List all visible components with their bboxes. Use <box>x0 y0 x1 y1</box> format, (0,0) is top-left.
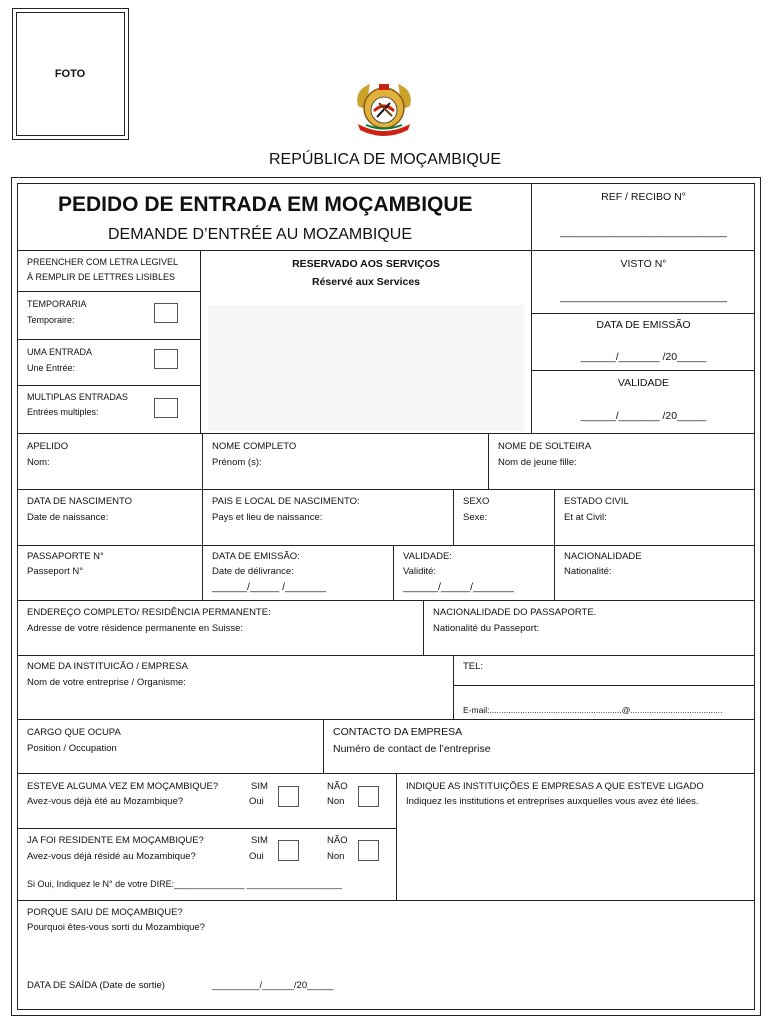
ref-label: REF / RECIBO N° <box>601 191 686 203</box>
divider <box>17 655 755 656</box>
residente-nao-fr: Non <box>327 851 345 862</box>
divider <box>202 433 203 489</box>
contacto-fr[interactable]: Numéro de contact de l’entreprise <box>333 743 491 755</box>
institutions-pt: INDIQUE AS INSTITUIÇÕES E EMPRESAS A QUE ESTEVE LIGADO <box>406 781 704 792</box>
esteve-q-pt: ESTEVE ALGUMA VEZ EM MOÇAMBIQUE? <box>27 781 219 792</box>
data-saida-input[interactable]: _________/______/20_____ <box>212 980 334 991</box>
coat-of-arms-emblem <box>348 78 420 140</box>
country-header: REPÚBLICA DE MOÇAMBIQUE <box>268 151 502 168</box>
divider <box>17 545 755 546</box>
nome-fr[interactable]: Prénom (s): <box>212 457 262 468</box>
entry-multiplas-fr: Entrées multiples: <box>27 407 99 417</box>
instituicao-pt: NOME DA INSTITUICÃO / EMPRESA <box>27 661 188 672</box>
passaporte-pt: PASSAPORTE N° <box>27 551 104 562</box>
entry-multiplas-pt: MULTIPLAS ENTRADAS <box>27 392 128 402</box>
residente-nao-checkbox[interactable] <box>358 840 379 861</box>
divider <box>17 250 755 251</box>
divider <box>453 489 454 545</box>
reserved-area <box>208 305 524 431</box>
residente-sim-pt: SIM <box>251 835 268 846</box>
nac-passaporte-fr[interactable]: Nationalité du Passeport: <box>433 623 540 634</box>
entry-temporaria-fr: Temporaire: <box>27 315 75 325</box>
data-emissao-label: DATA DE EMISSÃO <box>596 319 691 331</box>
divider <box>323 719 324 773</box>
divider <box>423 600 424 655</box>
instructions-pt: PREENCHER COM LETRA LEGIVEL <box>27 257 179 267</box>
form-title: PEDIDO DE ENTRADA EM MOÇAMBIQUE <box>58 193 473 216</box>
nac-passaporte-pt: NACIONALIDADE DO PASSAPORTE. <box>433 607 597 618</box>
estado-civil-pt: ESTADO CIVIL <box>564 496 629 507</box>
entry-uma-pt: UMA ENTRADA <box>27 347 93 357</box>
emissao-pt: DATA DE EMISSÃO: <box>212 551 300 562</box>
visto-input[interactable]: ______________________________ <box>560 292 727 303</box>
emissao-fr: Date de délivrance: <box>212 566 294 577</box>
esteve-sim-fr: Oui <box>249 796 264 807</box>
divider <box>17 828 396 829</box>
ref-input[interactable]: ______________________________ <box>560 227 727 238</box>
multiplas-entradas-checkbox[interactable] <box>154 398 178 418</box>
residente-q-pt: JA FOI RESIDENTE EM MOÇAMBIQUE? <box>27 835 204 846</box>
temporaria-checkbox[interactable] <box>154 303 178 323</box>
divider <box>453 655 454 719</box>
endereco-pt: ENDEREÇO COMPLETO/ RESIDÊNCIA PERMANENTE: <box>27 607 271 618</box>
form-subtitle: DEMANDE D’ENTRÉE AU MOZAMBIQUE <box>108 226 413 243</box>
esteve-sim-checkbox[interactable] <box>278 786 299 807</box>
divider <box>554 489 555 545</box>
visto-label: VISTO N° <box>620 258 667 270</box>
validade-pass-fr: Validité: <box>403 566 437 577</box>
divider <box>531 370 755 371</box>
endereco-fr[interactable]: Adresse de votre résidence permanente en Suisse: <box>27 623 243 634</box>
contacto-pt: CONTACTO DA EMPRESA <box>333 726 463 738</box>
nome-pt: NOME COMPLETO <box>212 441 297 452</box>
validade-label: VALIDADE <box>617 377 670 389</box>
porque-pt: PORQUE SAIU DE MOÇAMBIQUE? <box>27 907 183 918</box>
divider <box>17 489 755 490</box>
photo-label: FOTO <box>54 68 86 80</box>
divider <box>17 719 755 720</box>
divider <box>554 545 555 600</box>
apelido-fr[interactable]: Nom: <box>27 457 50 468</box>
pais-fr[interactable]: Pays et lieu de naissance: <box>212 512 323 523</box>
esteve-q-fr: Avez-vous déjà été au Mozambique? <box>27 796 184 807</box>
instituicao-fr[interactable]: Nom de votre entreprise / Organisme: <box>27 677 186 688</box>
apelido-pt: APELIDO <box>27 441 69 452</box>
solteira-fr[interactable]: Nom de jeune fille: <box>498 457 577 468</box>
divider <box>17 433 755 434</box>
dire-input[interactable]: Si Oui, Indiquez le N° de votre DIRE:______________ ___________________ <box>27 879 342 889</box>
divider <box>531 183 532 433</box>
divider <box>17 385 200 386</box>
institutions-fr[interactable]: Indiquez les institutions et entreprises auxquelles vous avez été liées. <box>406 796 699 807</box>
divider <box>17 773 755 774</box>
data-nascimento-fr[interactable]: Date de naissance: <box>27 512 109 523</box>
photo-box <box>12 8 129 140</box>
solteira-pt: NOME DE SOLTEIRA <box>498 441 592 452</box>
entry-uma-fr: Une Entrée: <box>27 363 76 373</box>
emissao-input[interactable]: ______/_____ /_______ <box>212 581 326 593</box>
validade-pass-pt: VALIDADE: <box>403 551 452 562</box>
divider <box>202 545 203 600</box>
nacionalidade-fr[interactable]: Nationalité: <box>564 566 612 577</box>
nacionalidade-pt: NACIONALIDADE <box>564 551 642 562</box>
divider <box>488 433 489 489</box>
divider <box>17 600 755 601</box>
residente-q-fr: Avez-vous déjà résidé au Mozambique? <box>27 851 196 862</box>
divider <box>396 773 397 900</box>
validade-pass-input[interactable]: ______/_____/_______ <box>403 581 514 593</box>
esteve-nao-fr: Non <box>327 796 345 807</box>
divider <box>17 900 755 901</box>
divider <box>531 313 755 314</box>
cargo-fr[interactable]: Position / Occupation <box>27 743 117 754</box>
passaporte-fr[interactable]: Passeport N° <box>27 566 84 577</box>
reserved-pt: RESERVADO AOS SERVIÇOS <box>292 258 440 270</box>
divider <box>453 685 755 686</box>
divider <box>393 545 394 600</box>
divider <box>202 489 203 545</box>
residente-sim-checkbox[interactable] <box>278 840 299 861</box>
esteve-nao-checkbox[interactable] <box>358 786 379 807</box>
sexo-fr[interactable]: Sexe: <box>463 512 488 523</box>
email-field[interactable]: E-mail:........................................................@....................................... <box>463 705 723 715</box>
instructions-fr: Á REMPLIR DE LETTRES LISIBLES <box>27 272 176 282</box>
esteve-sim-pt: SIM <box>251 781 268 792</box>
porque-fr[interactable]: Pourquoi êtes-vous sorti du Mozambique? <box>27 922 205 933</box>
uma-entrada-checkbox[interactable] <box>154 349 178 369</box>
entry-temporaria-pt: TEMPORARIA <box>27 299 87 309</box>
esteve-nao-pt: NÃO <box>327 781 348 792</box>
cargo-pt: CARGO QUE OCUPA <box>27 727 121 738</box>
pais-pt: PAIS E LOCAL DE NASCIMENTO: <box>212 496 360 507</box>
sexo-pt: SEXO <box>463 496 490 507</box>
data-saida-label: DATA DE SAÍDA (Date de sortie) <box>27 980 165 991</box>
residente-nao-pt: NÃO <box>327 835 348 846</box>
divider <box>17 339 200 340</box>
data-emissao-input[interactable]: ______/_______ /20_____ <box>580 351 707 363</box>
validade-input[interactable]: ______/_______ /20_____ <box>580 410 707 422</box>
residente-sim-fr: Oui <box>249 851 264 862</box>
tel-field[interactable]: TEL: <box>463 661 484 672</box>
divider <box>17 291 200 292</box>
data-nascimento-pt: DATA DE NASCIMENTO <box>27 496 133 507</box>
reserved-fr: Réservé aux Services <box>312 276 420 288</box>
estado-civil-fr[interactable]: Et at Civil: <box>564 512 607 523</box>
